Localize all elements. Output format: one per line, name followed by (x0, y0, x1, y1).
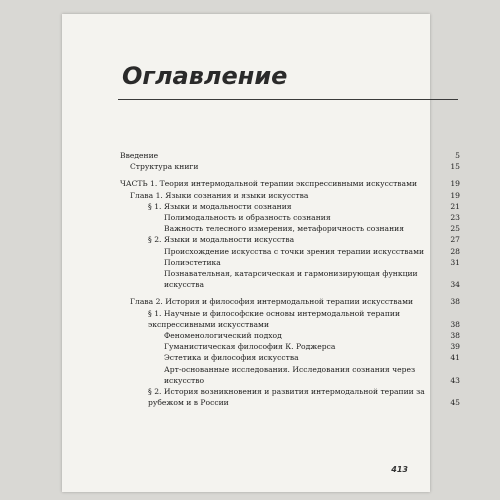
toc-entry[interactable] (120, 212, 460, 223)
toc-entry-page: 15 (450, 162, 460, 172)
toc-entry-title: ЧАСТЬ 1. Теория интермодальной терапии экспрессивными искусствами (120, 179, 418, 189)
toc-entry-page: 28 (450, 246, 460, 256)
table-of-contents (120, 150, 460, 408)
toc-entry[interactable] (120, 386, 460, 408)
toc-entry-title: § 2. Языки и модальности искусства (148, 235, 295, 245)
toc-entry-title: Гуманистическая философия К. Роджерса (164, 342, 336, 352)
title-rule (118, 99, 458, 100)
toc-entry[interactable] (120, 246, 460, 257)
toc-entry[interactable] (120, 330, 460, 341)
toc-entry-page: 27 (450, 235, 460, 245)
toc-entry-page: 38 (450, 331, 460, 341)
toc-entry-page: 38 (450, 319, 460, 329)
toc-entry-title: Структура книги (130, 162, 199, 172)
toc-entry[interactable] (120, 364, 460, 386)
toc-entry-page: 23 (450, 213, 460, 223)
toc-entry-page: 38 (450, 297, 460, 307)
toc-entry[interactable] (120, 178, 460, 189)
toc-entry[interactable] (120, 296, 460, 307)
toc-entry-title: Познавательная, катарсическая и гармонизирующая функции искусства (164, 269, 418, 290)
toc-entry[interactable] (120, 268, 460, 290)
toc-entry-title: § 1. Научные и философские основы интермодальной терапии экспрессивными искусствами (148, 308, 401, 329)
toc-entry-page: 19 (450, 179, 460, 189)
toc-entry-page: 39 (450, 342, 460, 352)
toc-entry[interactable] (120, 223, 460, 234)
toc-entry-page: 43 (450, 375, 460, 385)
toc-entry[interactable] (120, 161, 460, 172)
toc-entry-title: Эстетика и философия искусства (164, 353, 299, 363)
toc-entry[interactable] (120, 308, 460, 330)
toc-entry[interactable] (120, 234, 460, 245)
toc-entry-title: § 1. Языки и модальности сознания (148, 201, 292, 211)
toc-entry-title: § 2. История возникновения и развития интермодальной терапии за рубежом и в России (148, 387, 425, 408)
toc-entry-title: Полиэстетика (164, 257, 221, 267)
toc-entry-page: 21 (450, 201, 460, 211)
toc-entry-page: 19 (450, 190, 460, 200)
toc-entry-page: 31 (450, 257, 460, 267)
toc-entry-page: 41 (450, 353, 460, 363)
page-number: 413 (391, 465, 408, 474)
toc-entry[interactable] (120, 352, 460, 363)
book-page (62, 14, 460, 492)
toc-entry-title: Феноменологический подход (164, 331, 282, 341)
toc-entry-title: Полимодальность и образность сознания (164, 213, 331, 223)
toc-entry-page: 34 (450, 280, 460, 290)
page-title: Оглавление (122, 62, 288, 90)
toc-entry[interactable] (120, 190, 460, 201)
toc-entry-title: Глава 2. История и философия интермодальной терапии искусствами (130, 297, 414, 307)
toc-entry-page: 5 (455, 151, 460, 160)
toc-entry-page: 25 (450, 224, 460, 234)
toc-entry[interactable] (120, 150, 460, 161)
toc-entry[interactable] (120, 257, 460, 268)
toc-entry-title: Введение (120, 151, 159, 160)
toc-entry-page: 45 (450, 398, 460, 408)
toc-entry-title: Глава 1. Языки сознания и языки искусства (130, 190, 309, 200)
toc-entry-title: Важность телесного измерения, метафоричность сознания (164, 224, 404, 234)
toc-entry-title: Происхождение искусства с точки зрения терапии искусствами (164, 246, 425, 256)
toc-entry-title: Арт-основанные исследования. Исследования сознания через искусство (164, 364, 416, 385)
toc-entry[interactable] (120, 201, 460, 212)
toc-entry[interactable] (120, 341, 460, 352)
